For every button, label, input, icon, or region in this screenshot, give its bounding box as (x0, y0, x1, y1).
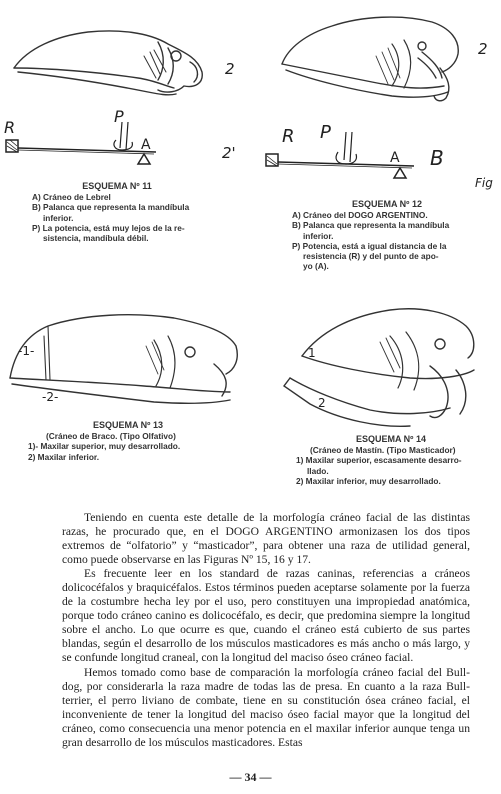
caption-line: resistencia (R) y del punto de apo- (303, 251, 439, 262)
caption-scheme-14 (296, 434, 486, 486)
caption-line: 1)- Maxilar superior, muy desarrollado. (28, 441, 181, 452)
skull-sketch-mastin (280, 296, 485, 436)
caption-line: P) La potencia, está muy lejos de la re- (32, 222, 185, 233)
lever-sketch-11 (4, 118, 164, 170)
caption-scheme-11 (32, 181, 202, 243)
body-paragraph-1: Teniendo en cuenta este detalle de la morfología cráneo facial de las distintas razas, he procurado que, en el DOGO ARGENTINO armonizasen los dos tipos extremos de “olfatorio” y “masticador”, para obtener una raza de utilidad general, como puede observarse en las Figuras Nº 15, 16 y 17. (62, 511, 470, 567)
caption-line: A) Cráneo del DOGO ARGENTINO. (292, 210, 428, 221)
hand-label-fig: Fig (475, 176, 493, 190)
caption-line: A) Cráneo de Lebrel (32, 192, 111, 203)
caption-line: (Cráneo de Braco. (Tipo Olfativo) (46, 431, 176, 442)
caption-line: 2) Maxilar inferior. (28, 451, 100, 462)
caption-line: sistencia, mandíbula débil. (43, 233, 149, 244)
caption-scheme-13 (28, 420, 228, 462)
caption-line: P) Potencia, está a igual distancia de la (292, 240, 447, 251)
body-paragraph-2: Es frecuente leer en los standard de razas caninas, referencias a cráneos dolicocéfalos y braquicéfalos. Estos términos pueden aceptarse solamente por la fuerza de la costumbre hecha ley por el uso, pero constituyen una impropiedad anatómica, porque todo cráneo canino es dolicocéfalo, es decir, que predomina siempre la longitud sobre el ancho. Lo que ocurre es que, cuando el cráneo está cubierto de sus partes blandas, según el desarrollo de los músculos masticadores es más ancho o más largo, y se confunde longitud craneal, con la longitud del maciso óseo cráneo facial. (62, 567, 470, 665)
hand-label-a-right: A (390, 150, 400, 166)
caption-title: ESQUEMA Nº 12 (352, 199, 422, 209)
caption-title: ESQUEMA Nº 14 (356, 434, 426, 444)
hand-label-p-right: P (320, 122, 331, 143)
page-number: — 34 — (229, 770, 272, 784)
skull-sketch-dogo (272, 8, 472, 108)
body-text (62, 511, 470, 750)
skull-sketch-braco (4, 306, 244, 411)
caption-line: inferior. (303, 230, 334, 241)
caption-scheme-12 (292, 199, 482, 271)
hand-label-b-right: B (430, 146, 444, 170)
caption-line: inferior. (43, 212, 74, 223)
hand-label-r-right: R (282, 126, 295, 147)
skull-sketch-lebrel (8, 22, 213, 102)
caption-title: ESQUEMA Nº 13 (93, 420, 163, 430)
caption-line: B) Palanca que representa la mandíbula (32, 202, 190, 213)
caption-line: (Cráneo de Mastín. (Tipo Masticador) (310, 445, 456, 456)
hand-label-a-left: A (141, 137, 151, 153)
hand-label-p-left: P (114, 107, 124, 126)
hand-label-1-s13: -1- (18, 344, 35, 358)
hand-label-2-prime: 2' (222, 144, 236, 162)
body-paragraph-3: Hemos tomado como base de comparación la morfología cráneo facial del Bull-dog, por considerarla la raza madre de todas las de presa. En cuanto a la raza Bull-terrier, el perro liviano de combate, tiene en su constitución ósea cráneo facial, el inconveniente de tener la longitud del maciso óseo facial mayor que la longitud del cráneo, como consecuencia una menor potencia en el maxilar inferior aunque tenga un gran desarrollo de los músculos masticadores. Estas (62, 665, 470, 749)
hand-label-2: 2 (225, 60, 235, 78)
caption-line: llado. (307, 465, 329, 476)
caption-line: B) Palanca que representa la mandíbula (292, 220, 450, 231)
caption-title: ESQUEMA Nº 11 (82, 181, 152, 191)
hand-label-1-s14: 1 (308, 346, 316, 360)
caption-line: yo (A). (303, 261, 329, 272)
caption-line: 1) Maxilar superior, escasamente desarro- (296, 455, 462, 466)
hand-label-2-s13: -2- (42, 390, 59, 404)
hand-label-2-s14: 2 (318, 396, 326, 410)
hand-label-r-left: R (4, 118, 16, 137)
caption-line: 2) Maxilar inferior, muy desarrollado. (296, 475, 441, 486)
hand-label-2-right: 2 (478, 40, 488, 58)
